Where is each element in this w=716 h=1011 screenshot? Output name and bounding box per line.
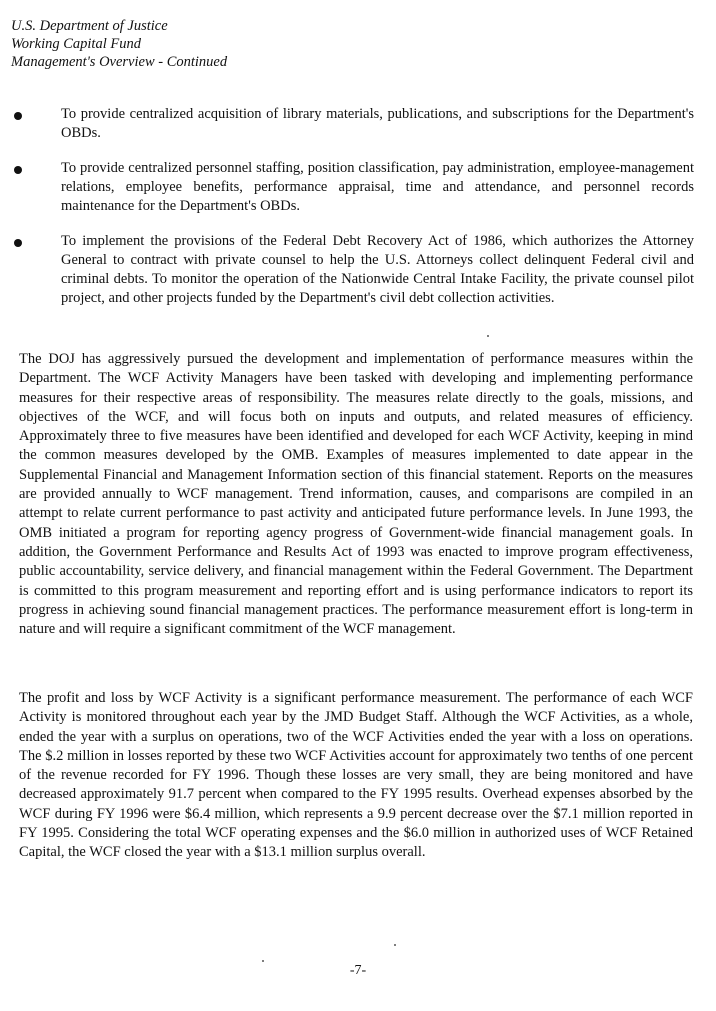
scan-speck: [394, 944, 396, 946]
bullet-item: [14, 159, 694, 216]
scan-speck: [262, 960, 264, 962]
bullet-text: To implement the provisions of the Federal Debt Recovery Act of 1986, which authorizes the Attorney General to contract with private counsel to help the U.S. Attorneys collect delinquent Federal civil and criminal debts. To monitor the operation of the Nationwide Central Intake Facility, the private counsel pilot project, and other projects funded by the Department's civil debt collection activities.: [61, 233, 694, 306]
header-section: Management's Overview - Continued: [11, 54, 228, 70]
header-agency: U.S. Department of Justice: [11, 18, 168, 34]
header-fund: Working Capital Fund: [11, 36, 141, 52]
bullet-icon: [14, 166, 22, 174]
scan-speck: [487, 335, 489, 337]
bullet-list: [14, 105, 694, 324]
profit-loss-paragraph: The profit and loss by WCF Activity is a significant performance measurement. The performance of each WCF Activity is monitored throughout each year by the JMD Budget Staff. Although the WCF Activities, as a whole, ended the year with a surplus on operations, two of the WCF Activities ended the year with a loss on operations. The $.2 million in losses reported by these two WCF Activities account for approximately two tenths of one percent of the revenue recorded for FY 1996. Though these losses are very small, they are being monitored and have decreased approximately 91.7 percent when compared to the FY 1995 results. Overhead expenses absorbed by the WCF during FY 1996 were $6.4 million, which represents a 9.9 percent decrease over the $7.1 million reported in FY 1995. Considering the total WCF operating expenses and the $6.0 million in authorized uses of WCF Retained Capital, the WCF closed the year with a $13.1 million surplus overall.: [19, 690, 693, 861]
document-header: [11, 17, 227, 71]
bullet-text: To provide centralized acquisition of library materials, publications, and subscriptions for the Department's OBDs.: [61, 106, 694, 141]
page-number: -7-: [349, 963, 367, 978]
bullet-item: [14, 232, 694, 308]
bullet-icon: [14, 239, 22, 247]
bullet-item: [14, 105, 694, 143]
performance-measures-paragraph: The DOJ has aggressively pursued the development and implementation of performance measures within the Department. The WCF Activity Managers have been tasked with developing and implementing performance measures for their respective areas of responsibility. The measures relate directly to the goals, missions, and objectives of the WCF, and will focus both on inputs and outputs, and related measures of efficiency. Approximately three to five measures have been identified and developed for each WCF Activity, keeping in mind the common measures developed by the OMB. Examples of measures implemented to date appear in the Supplemental Financial and Management Information section of this financial statement. Reports on the measures are provided annually to WCF management. Trend information, causes, and comparisons are compiled in an attempt to relate current performance to past activity and anticipated future performance levels. In June 1993, the OMB initiated a program for reporting agency progress of Government-wide financial management goals. In addition, the Government Performance and Results Act of 1993 was enacted to improve program effectiveness, public accountability, service delivery, and financial management within the Federal Government. The Department is committed to this program measurement and reporting effort and is using performance indicators to report its progress in achieving sound financial management practices. The performance measurement effort is long-term in nature and will require a significant commitment of the WCF management.: [19, 351, 693, 638]
bullet-icon: [14, 112, 22, 120]
bullet-text: To provide centralized personnel staffing, position classification, pay administration, employee-management relations, employee benefits, performance appraisal, time and attendance, and personnel records maintenance for the Department's OBDs.: [61, 160, 694, 214]
